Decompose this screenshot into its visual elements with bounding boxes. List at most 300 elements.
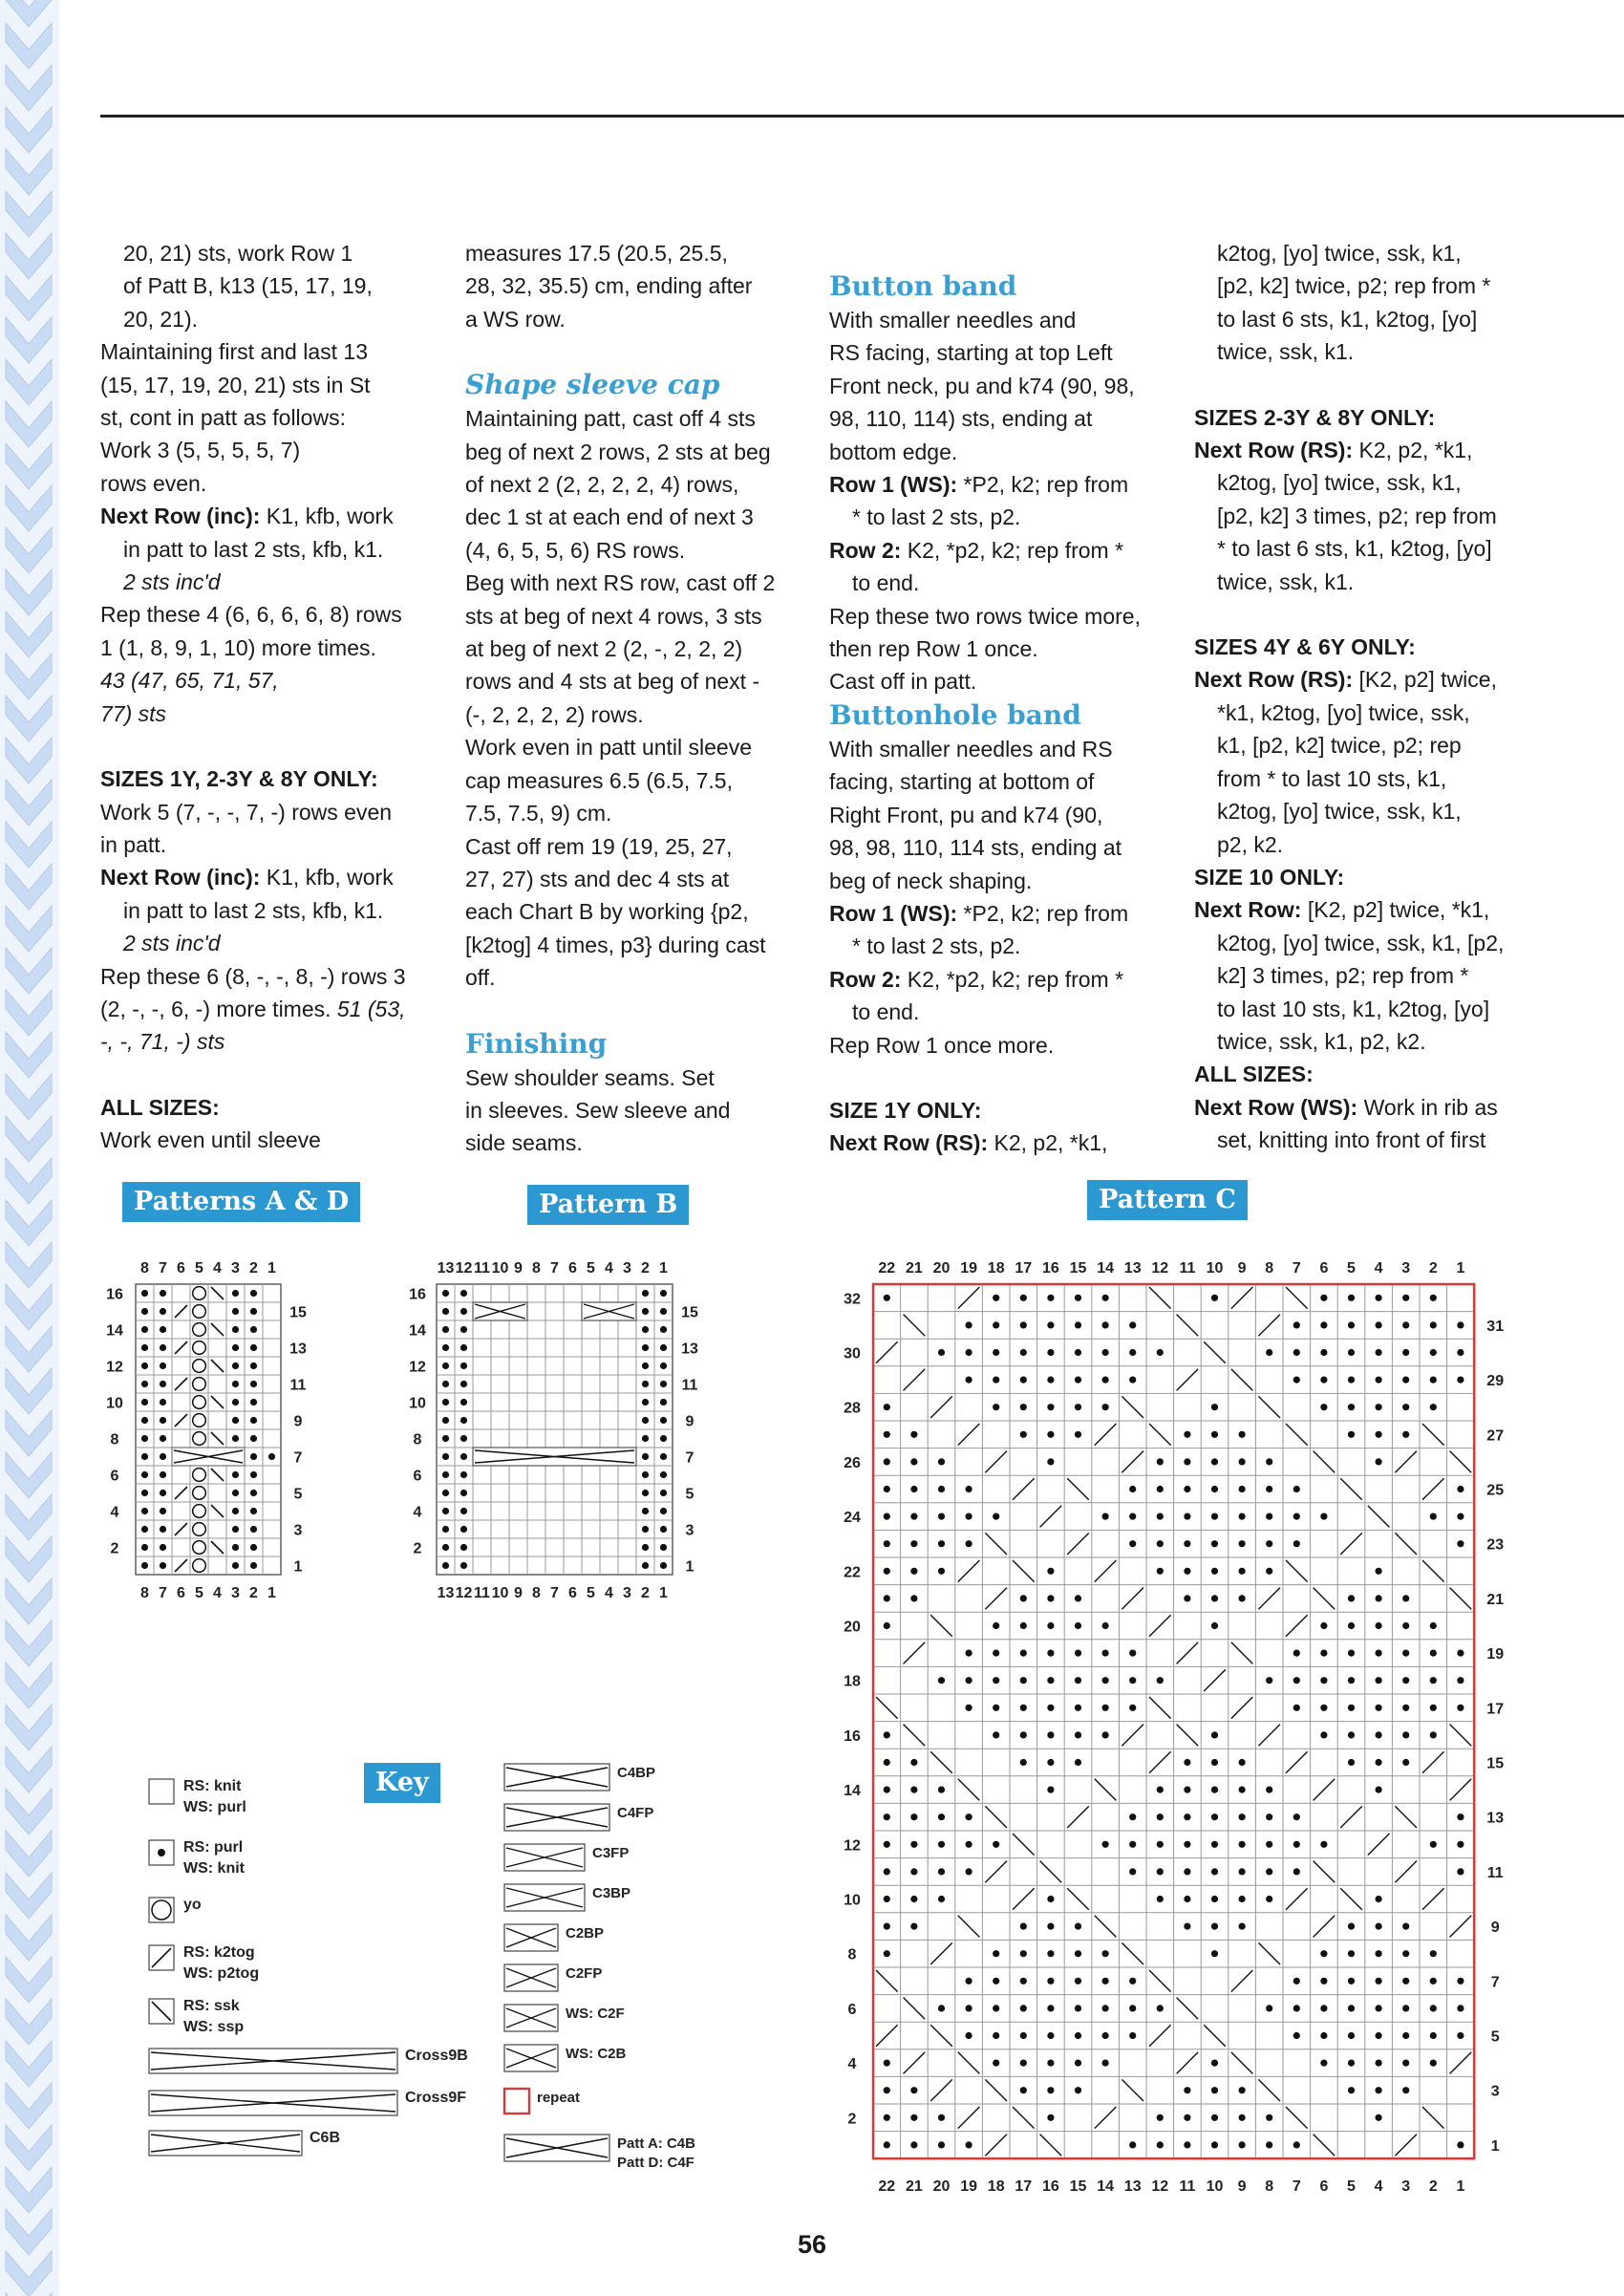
- purl-dot: [1211, 1513, 1218, 1520]
- purl-dot: [1348, 2005, 1355, 2011]
- key-label: yo: [183, 1897, 202, 1913]
- purl-dot: [938, 2005, 945, 2011]
- purl-dot: [966, 1868, 972, 1875]
- purl-dot: [1376, 2114, 1382, 2121]
- text-line: SIZE 1Y ONLY:: [829, 1097, 982, 1123]
- purl-dot: [910, 2087, 917, 2093]
- purl-dot: [1293, 2141, 1300, 2148]
- purl-dot: [642, 1308, 649, 1315]
- purl-dot: [1457, 1978, 1464, 1985]
- purl-dot: [884, 1404, 890, 1410]
- purl-dot: [1239, 1896, 1246, 1902]
- row-number: 13: [289, 1341, 307, 1358]
- purl-dot: [1157, 1513, 1164, 1520]
- column-number: 2: [1428, 1260, 1438, 1277]
- purl-dot: [1020, 1295, 1027, 1301]
- text-line: beg of next 2 rows, 2 sts at beg: [465, 439, 771, 464]
- purl-dot: [884, 2141, 890, 2148]
- row-number: 14: [844, 1783, 861, 1800]
- purl-dot: [442, 1544, 449, 1551]
- purl-dot: [938, 1787, 945, 1793]
- purl-dot: [1075, 1595, 1081, 1601]
- purl-dot: [232, 1290, 239, 1297]
- purl-dot: [1402, 1622, 1409, 1629]
- purl-dot: [1184, 1841, 1190, 1848]
- key-label: C3BP: [592, 1885, 631, 1901]
- text-line: [829, 237, 1159, 269]
- chart-pattern-c: [831, 1242, 1505, 2196]
- key-label: C4BP: [617, 1765, 656, 1781]
- purl-dot: [1239, 1787, 1246, 1793]
- text-line: (2, -, -, 6, -) more times. 51 (53,: [100, 996, 406, 1021]
- key-label: Patt A: C4B: [617, 2135, 695, 2152]
- key-label: repeat: [537, 2090, 581, 2106]
- text-line: (-, 2, 2, 2, 2) rows.: [465, 701, 644, 727]
- row-number: 30: [844, 1345, 861, 1363]
- column-number: 1: [659, 1260, 668, 1277]
- purl-dot: [642, 1508, 649, 1514]
- purl-dot: [1293, 1540, 1300, 1547]
- purl-dot: [1047, 1731, 1054, 1738]
- purl-dot: [993, 1650, 999, 1657]
- column-number: 11: [474, 1585, 490, 1601]
- purl-dot: [1211, 1568, 1218, 1575]
- purl-dot: [1293, 1513, 1300, 1520]
- key-label: WS: C2F: [566, 2006, 625, 2022]
- purl-dot: [1047, 2114, 1054, 2121]
- purl-dot: [1184, 2087, 1190, 2093]
- purl-dot: [1239, 1540, 1246, 1547]
- purl-dot: [442, 1344, 449, 1351]
- column-number: 5: [587, 1260, 595, 1277]
- purl-dot: [966, 1841, 972, 1848]
- purl-dot: [884, 1813, 890, 1820]
- text-line: Rep these two rows twice more,: [829, 603, 1141, 629]
- purl-dot: [1320, 1377, 1327, 1384]
- text-line: Right Front, pu and k74 (90,: [829, 802, 1103, 827]
- purl-dot: [966, 1813, 972, 1820]
- purl-dot: [1102, 1677, 1109, 1684]
- purl-dot: [232, 1562, 239, 1569]
- purl-dot: [1457, 2141, 1464, 2148]
- purl-dot: [1266, 1787, 1272, 1793]
- purl-dot: [250, 1399, 257, 1405]
- row-number: 11: [289, 1377, 307, 1394]
- purl-dot: [1184, 1513, 1190, 1520]
- text-line: Work 3 (5, 5, 5, 5, 7): [100, 438, 301, 463]
- purl-dot: [1457, 1650, 1464, 1657]
- purl-dot: [1266, 1513, 1272, 1520]
- column-number: 6: [177, 1260, 185, 1277]
- purl-dot: [1376, 1950, 1382, 1957]
- purl-dot: [1239, 1813, 1246, 1820]
- text-line: rows and 4 sts at beg of next -: [465, 669, 760, 695]
- purl-dot: [1320, 2005, 1327, 2011]
- purl-dot: [160, 1290, 166, 1297]
- column-number: 8: [140, 1585, 149, 1601]
- purl-dot: [1211, 1404, 1218, 1410]
- purl-dot: [1211, 1759, 1218, 1766]
- purl-dot: [910, 1486, 917, 1492]
- purl-dot: [1047, 1978, 1054, 1985]
- purl-dot: [938, 1677, 945, 1684]
- row-number: 6: [110, 1468, 119, 1485]
- text-line: k2tog, [yo] twice, ssk, k1,: [1217, 241, 1462, 266]
- column-number: 6: [1319, 2178, 1329, 2196]
- text-line: Beg with next RS row, cast off 2: [465, 570, 776, 596]
- purl-dot: [141, 1381, 148, 1387]
- purl-dot: [160, 1344, 166, 1351]
- text-line: twice, ssk, k1, p2, k2.: [1217, 1028, 1426, 1054]
- purl-dot: [1211, 1486, 1218, 1492]
- column-number: 9: [1237, 1260, 1247, 1277]
- purl-dot: [1157, 1677, 1164, 1684]
- purl-dot: [1047, 1595, 1054, 1601]
- purl-dot: [1157, 1896, 1164, 1902]
- row-number: 2: [847, 2111, 857, 2128]
- purl-dot: [1348, 1321, 1355, 1328]
- purl-dot: [1075, 1950, 1081, 1957]
- text-column-2: [465, 237, 795, 1160]
- purl-dot: [993, 1731, 999, 1738]
- column-number: 10: [491, 1585, 509, 1601]
- column-number: 7: [1292, 2178, 1301, 2196]
- purl-dot: [1020, 1431, 1027, 1438]
- purl-dot: [232, 1471, 239, 1478]
- column-number: 2: [249, 1260, 258, 1277]
- text-line: to end.: [852, 999, 920, 1025]
- purl-dot: [250, 1490, 257, 1496]
- chart-pattern-b: [401, 1242, 841, 1749]
- column-number: 14: [1097, 1260, 1114, 1277]
- purl-dot: [1211, 1896, 1218, 1902]
- text-line: SIZE 10 ONLY:: [1194, 864, 1345, 890]
- purl-dot: [1376, 1431, 1382, 1438]
- purl-dot: [250, 1308, 257, 1315]
- purl-dot: [1376, 1705, 1382, 1711]
- text-line: then rep Row 1 once.: [829, 636, 1038, 662]
- purl-dot: [1348, 2032, 1355, 2039]
- pattern-b-title: Pattern B: [527, 1185, 689, 1225]
- purl-dot: [938, 1486, 945, 1492]
- text-line: of next 2 (2, 2, 2, 2, 4) rows,: [465, 472, 739, 498]
- purl-dot: [1102, 1349, 1109, 1356]
- purl-dot: [884, 1923, 890, 1930]
- key-label: WS: knit: [183, 1860, 245, 1877]
- purl-dot: [1457, 1813, 1464, 1820]
- purl-dot: [642, 1417, 649, 1424]
- purl-dot: [1402, 1295, 1409, 1301]
- purl-dot: [1402, 1377, 1409, 1384]
- purl-dot: [1376, 1349, 1382, 1356]
- purl-dot: [642, 1526, 649, 1533]
- column-number: 17: [1015, 1260, 1033, 1277]
- purl-dot: [910, 1841, 917, 1848]
- purl-dot: [1376, 1650, 1382, 1657]
- purl-dot: [1047, 1349, 1054, 1356]
- text-line: ALL SIZES:: [100, 1094, 220, 1120]
- purl-dot: [442, 1399, 449, 1405]
- purl-dot: [1376, 2032, 1382, 2039]
- purl-dot: [966, 1513, 972, 1520]
- purl-dot: [160, 1381, 166, 1387]
- purl-dot: [141, 1562, 148, 1569]
- row-number: 5: [1490, 2028, 1500, 2046]
- purl-dot: [1239, 1568, 1246, 1575]
- text-line: Next Row (inc): K1, kfb, work: [100, 865, 394, 891]
- purl-dot: [1047, 2087, 1054, 2093]
- purl-dot: [938, 1540, 945, 1547]
- text-line: SIZES 2-3Y & 8Y ONLY:: [1194, 404, 1436, 430]
- purl-dot: [1430, 1677, 1437, 1684]
- purl-dot: [1376, 1759, 1382, 1766]
- purl-dot: [642, 1544, 649, 1551]
- column-number: 4: [1374, 1260, 1383, 1277]
- column-number: 16: [1042, 2178, 1059, 2196]
- purl-dot: [1320, 1321, 1327, 1328]
- purl-dot: [1184, 1759, 1190, 1766]
- purl-dot: [1020, 1377, 1027, 1384]
- purl-dot: [1047, 1759, 1054, 1766]
- purl-dot: [1457, 1705, 1464, 1711]
- column-number: 13: [1123, 1260, 1142, 1277]
- purl-dot: [884, 2087, 890, 2093]
- purl-dot: [1102, 1513, 1109, 1520]
- text-line: Next Row (RS): K2, p2, *k1,: [1194, 438, 1473, 463]
- text-line: p2, k2.: [1217, 831, 1284, 857]
- purl-dot: [1020, 2032, 1027, 2039]
- text-line: at beg of next 2 (2, -, 2, 2, 2): [465, 636, 743, 662]
- purl-dot: [1211, 2141, 1218, 2148]
- purl-dot: [1047, 1431, 1054, 1438]
- purl-dot: [1239, 2141, 1246, 2148]
- purl-dot: [1129, 1978, 1136, 1985]
- purl-dot: [160, 1363, 166, 1369]
- purl-dot: [141, 1508, 148, 1514]
- purl-dot: [884, 1540, 890, 1547]
- purl-dot: [1376, 2005, 1382, 2011]
- row-number: 1: [685, 1558, 694, 1576]
- key-title: Key: [364, 1763, 440, 1803]
- repeat-swatch: [504, 2089, 529, 2114]
- purl-dot: [141, 1344, 148, 1351]
- purl-dot: [1293, 1321, 1300, 1328]
- text-line: Sew shoulder seams. Set: [465, 1064, 715, 1090]
- purl-dot: [460, 1399, 467, 1405]
- purl-dot: [1402, 2005, 1409, 2011]
- pattern-c-title: Pattern C: [1087, 1180, 1248, 1220]
- purl-dot: [993, 1349, 999, 1356]
- row-number: 31: [1486, 1318, 1505, 1335]
- purl-dot: [160, 1562, 166, 1569]
- purl-dot: [1430, 1731, 1437, 1738]
- purl-dot: [1211, 1622, 1218, 1629]
- purl-dot: [1293, 1841, 1300, 1848]
- purl-dot: [642, 1435, 649, 1442]
- text-line: facing, starting at bottom of: [829, 769, 1095, 795]
- purl-dot: [660, 1417, 667, 1424]
- purl-dot: [1102, 1622, 1109, 1629]
- purl-dot: [442, 1308, 449, 1315]
- row-number: 27: [1486, 1427, 1505, 1445]
- purl-dot: [1020, 1705, 1027, 1711]
- purl-dot: [160, 1326, 166, 1333]
- row-number: 3: [685, 1522, 694, 1539]
- purl-dot: [910, 1813, 917, 1820]
- row-number: 24: [844, 1510, 861, 1527]
- purl-dot: [1376, 1731, 1382, 1738]
- purl-dot: [1211, 1295, 1218, 1301]
- purl-dot: [1129, 1349, 1136, 1356]
- purl-dot: [966, 1321, 972, 1328]
- purl-dot: [938, 2141, 945, 2148]
- purl-dot: [1157, 1486, 1164, 1492]
- purl-dot: [1430, 2060, 1437, 2067]
- purl-dot: [1129, 2005, 1136, 2011]
- purl-dot: [1266, 1813, 1272, 1820]
- purl-dot: [1020, 1923, 1027, 1930]
- purl-dot: [1020, 1321, 1027, 1328]
- key-label: RS: purl: [183, 1839, 244, 1856]
- row-number: 15: [1486, 1755, 1505, 1772]
- purl-dot: [1020, 2087, 1027, 2093]
- purl-dot: [1239, 1868, 1246, 1875]
- purl-dot: [232, 1526, 239, 1533]
- purl-dot: [1402, 1978, 1409, 1985]
- purl-dot: [1348, 1595, 1355, 1601]
- purl-dot: [1102, 1978, 1109, 1985]
- text-line: Next Row (RS): [K2, p2] twice,: [1194, 667, 1497, 693]
- key-label: Cross9F: [405, 2090, 467, 2106]
- purl-dot: [141, 1490, 148, 1496]
- column-number: 2: [1428, 2178, 1438, 2196]
- purl-dot: [232, 1326, 239, 1333]
- column-number: 7: [550, 1260, 559, 1277]
- section-heading: Shape sleeve cap: [465, 369, 720, 401]
- purl-dot: [660, 1290, 667, 1297]
- purl-dot: [1457, 1868, 1464, 1875]
- purl-dot: [966, 1650, 972, 1657]
- purl-dot: [1184, 1568, 1190, 1575]
- purl-dot: [1075, 2032, 1081, 2039]
- purl-dot: [268, 1453, 275, 1460]
- purl-dot: [1266, 1349, 1272, 1356]
- purl-dot: [884, 1568, 890, 1575]
- row-number: 8: [110, 1431, 119, 1448]
- purl-dot: [1157, 1568, 1164, 1575]
- purl-dot: [1266, 1896, 1272, 1902]
- purl-dot: [442, 1453, 449, 1460]
- purl-dot: [660, 1381, 667, 1387]
- purl-dot: [1047, 1622, 1054, 1629]
- purl-dot: [1184, 1923, 1190, 1930]
- text-line: each Chart B by working {p2,: [465, 899, 749, 925]
- purl-dot: [442, 1326, 449, 1333]
- purl-dot: [1102, 1731, 1109, 1738]
- text-line: With smaller needles and RS: [829, 736, 1113, 762]
- purl-dot: [460, 1290, 467, 1297]
- text-line: to last 10 sts, k1, k2tog, [yo]: [1217, 996, 1490, 1021]
- purl-dot: [966, 1377, 972, 1384]
- text-line: Next Row (RS): K2, p2, *k1,: [829, 1130, 1108, 1156]
- text-line: Next Row (WS): Work in rib as: [1194, 1094, 1498, 1120]
- column-number: 2: [249, 1585, 258, 1601]
- column-number: 21: [906, 1260, 923, 1277]
- purl-dot: [1102, 2060, 1109, 2067]
- column-number: 2: [641, 1585, 650, 1601]
- purl-dot: [1102, 1404, 1109, 1410]
- purl-dot: [1402, 1650, 1409, 1657]
- row-number: 7: [1490, 1974, 1500, 1991]
- row-number: 17: [1486, 1701, 1505, 1718]
- row-number: 6: [413, 1468, 422, 1485]
- row-number: 10: [106, 1395, 123, 1412]
- purl-dot: [1020, 2005, 1027, 2011]
- purl-dot: [993, 1295, 999, 1301]
- purl-dot: [1047, 1568, 1054, 1575]
- purl-dot: [1211, 2114, 1218, 2121]
- purl-dot: [1430, 1841, 1437, 1848]
- text-line: [1194, 369, 1524, 401]
- purl-dot: [1430, 1349, 1437, 1356]
- purl-dot: [938, 1568, 945, 1575]
- purl-dot: [1320, 1677, 1327, 1684]
- column-number: 3: [1401, 1260, 1411, 1277]
- column-number: 13: [437, 1585, 455, 1601]
- purl-dot: [1293, 1377, 1300, 1384]
- purl-dot: [1430, 1295, 1437, 1301]
- purl-dot: [1402, 1404, 1409, 1410]
- column-number: 17: [1015, 2178, 1033, 2196]
- purl-dot: [1239, 1486, 1246, 1492]
- purl-dot: [1293, 1677, 1300, 1684]
- purl-dot: [1075, 2005, 1081, 2011]
- row-number: 25: [1486, 1482, 1505, 1499]
- purl-dot: [250, 1508, 257, 1514]
- text-line: Row 2: K2, *p2, k2; rep from *: [829, 537, 1124, 563]
- purl-dot: [1184, 2141, 1190, 2148]
- key-label: RS: knit: [183, 1778, 242, 1794]
- purl-dot: [1239, 1431, 1246, 1438]
- pattern-a-d-title: Patterns A & D: [122, 1182, 360, 1222]
- purl-dot: [1266, 1677, 1272, 1684]
- purl-dot: [660, 1363, 667, 1369]
- purl-dot: [884, 1731, 890, 1738]
- purl-dot: [442, 1471, 449, 1478]
- text-line: Rep these 4 (6, 6, 6, 6, 8) rows: [100, 602, 402, 628]
- purl-dot: [1129, 1540, 1136, 1547]
- text-line: Work even until sleeve: [100, 1127, 321, 1153]
- column-number: 3: [623, 1260, 631, 1277]
- column-number: 10: [1206, 1260, 1224, 1277]
- purl-dot: [1129, 1486, 1136, 1492]
- text-line: 77) sts: [100, 700, 167, 726]
- purl-dot: [1157, 1868, 1164, 1875]
- row-number: 28: [844, 1400, 861, 1417]
- column-number: 8: [532, 1585, 541, 1601]
- key-label: RS: ssk: [183, 1998, 240, 2014]
- text-line: Next Row: [K2, p2] twice, *k1,: [1194, 897, 1490, 923]
- text-line: RS facing, starting at top Left: [829, 340, 1113, 366]
- purl-dot: [1157, 2141, 1164, 2148]
- text-line: Row 1 (WS): *P2, k2; rep from: [829, 472, 1129, 498]
- purl-dot: [884, 1950, 890, 1957]
- purl-dot: [1047, 1458, 1054, 1465]
- purl-dot: [1239, 1458, 1246, 1465]
- text-line: k1, [p2, k2] twice, p2; rep: [1217, 733, 1462, 759]
- purl-dot: [1102, 2005, 1109, 2011]
- purl-dot: [1348, 1759, 1355, 1766]
